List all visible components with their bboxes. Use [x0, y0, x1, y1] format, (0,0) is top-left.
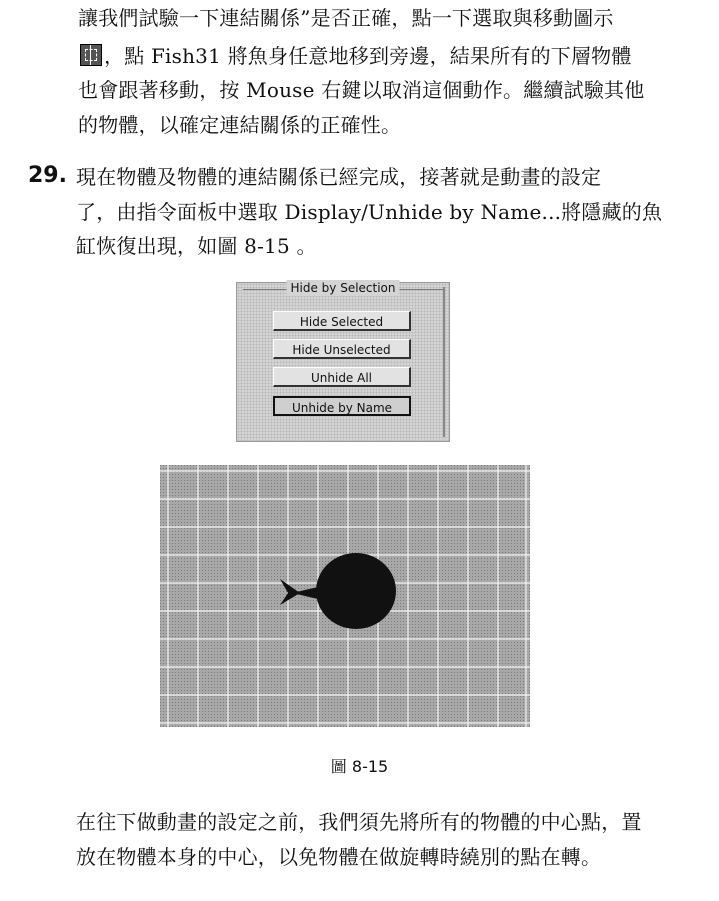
paragraph-bottom-line-2: 放在物體本身的中心，以免物體在做旋轉時繞別的點在轉。 [76, 845, 602, 869]
step-line-3: 缸恢復出現，如圖 8-15 。 [76, 234, 317, 258]
paragraph-top-line-4: 的物體，以確定連結關係的正確性。 [78, 113, 402, 137]
step-line-2: 了，由指令面板中選取 Display/Unhide by Name...將隱藏的魚 [76, 200, 663, 224]
select-and-move-icon [80, 44, 102, 66]
unhide-by-name-button[interactable]: Unhide by Name [273, 396, 411, 416]
paragraph-top-line-2-text: ，點 Fish31 將魚身任意地移到旁邊，結果所有的下層物體 [104, 44, 632, 68]
figure-caption: 圖 8-15 [330, 757, 389, 776]
hide-unselected-button[interactable]: Hide Unselected [273, 339, 411, 359]
paragraph-top-line-3: 也會跟著移動，按 Mouse 右鍵以取消這個動作。繼續試驗其他 [78, 78, 645, 102]
step-number: 29. [28, 163, 67, 188]
panel-rollout-header[interactable] [243, 281, 443, 306]
hide-by-selection-panel [236, 282, 450, 442]
panel-title: Hide by Selection [286, 280, 399, 296]
hide-selected-button[interactable]: Hide Selected [273, 311, 411, 331]
paragraph-bottom-line-1: 在往下做動畫的設定之前，我們須先將所有的物體的中心點，置 [76, 810, 642, 834]
fish-body [316, 553, 396, 629]
paragraph-top-line-2 [80, 42, 632, 70]
paragraph-top-line-1: 讓我們試驗一下連結關係”是否正確，點一下選取與移動圖示 [78, 6, 614, 30]
viewport[interactable] [160, 465, 530, 727]
panel-scrollbar[interactable] [443, 287, 445, 437]
step-line-1: 現在物體及物體的連結關係已經完成，接著就是動畫的設定 [76, 165, 602, 189]
unhide-all-button[interactable]: Unhide All [273, 367, 411, 387]
